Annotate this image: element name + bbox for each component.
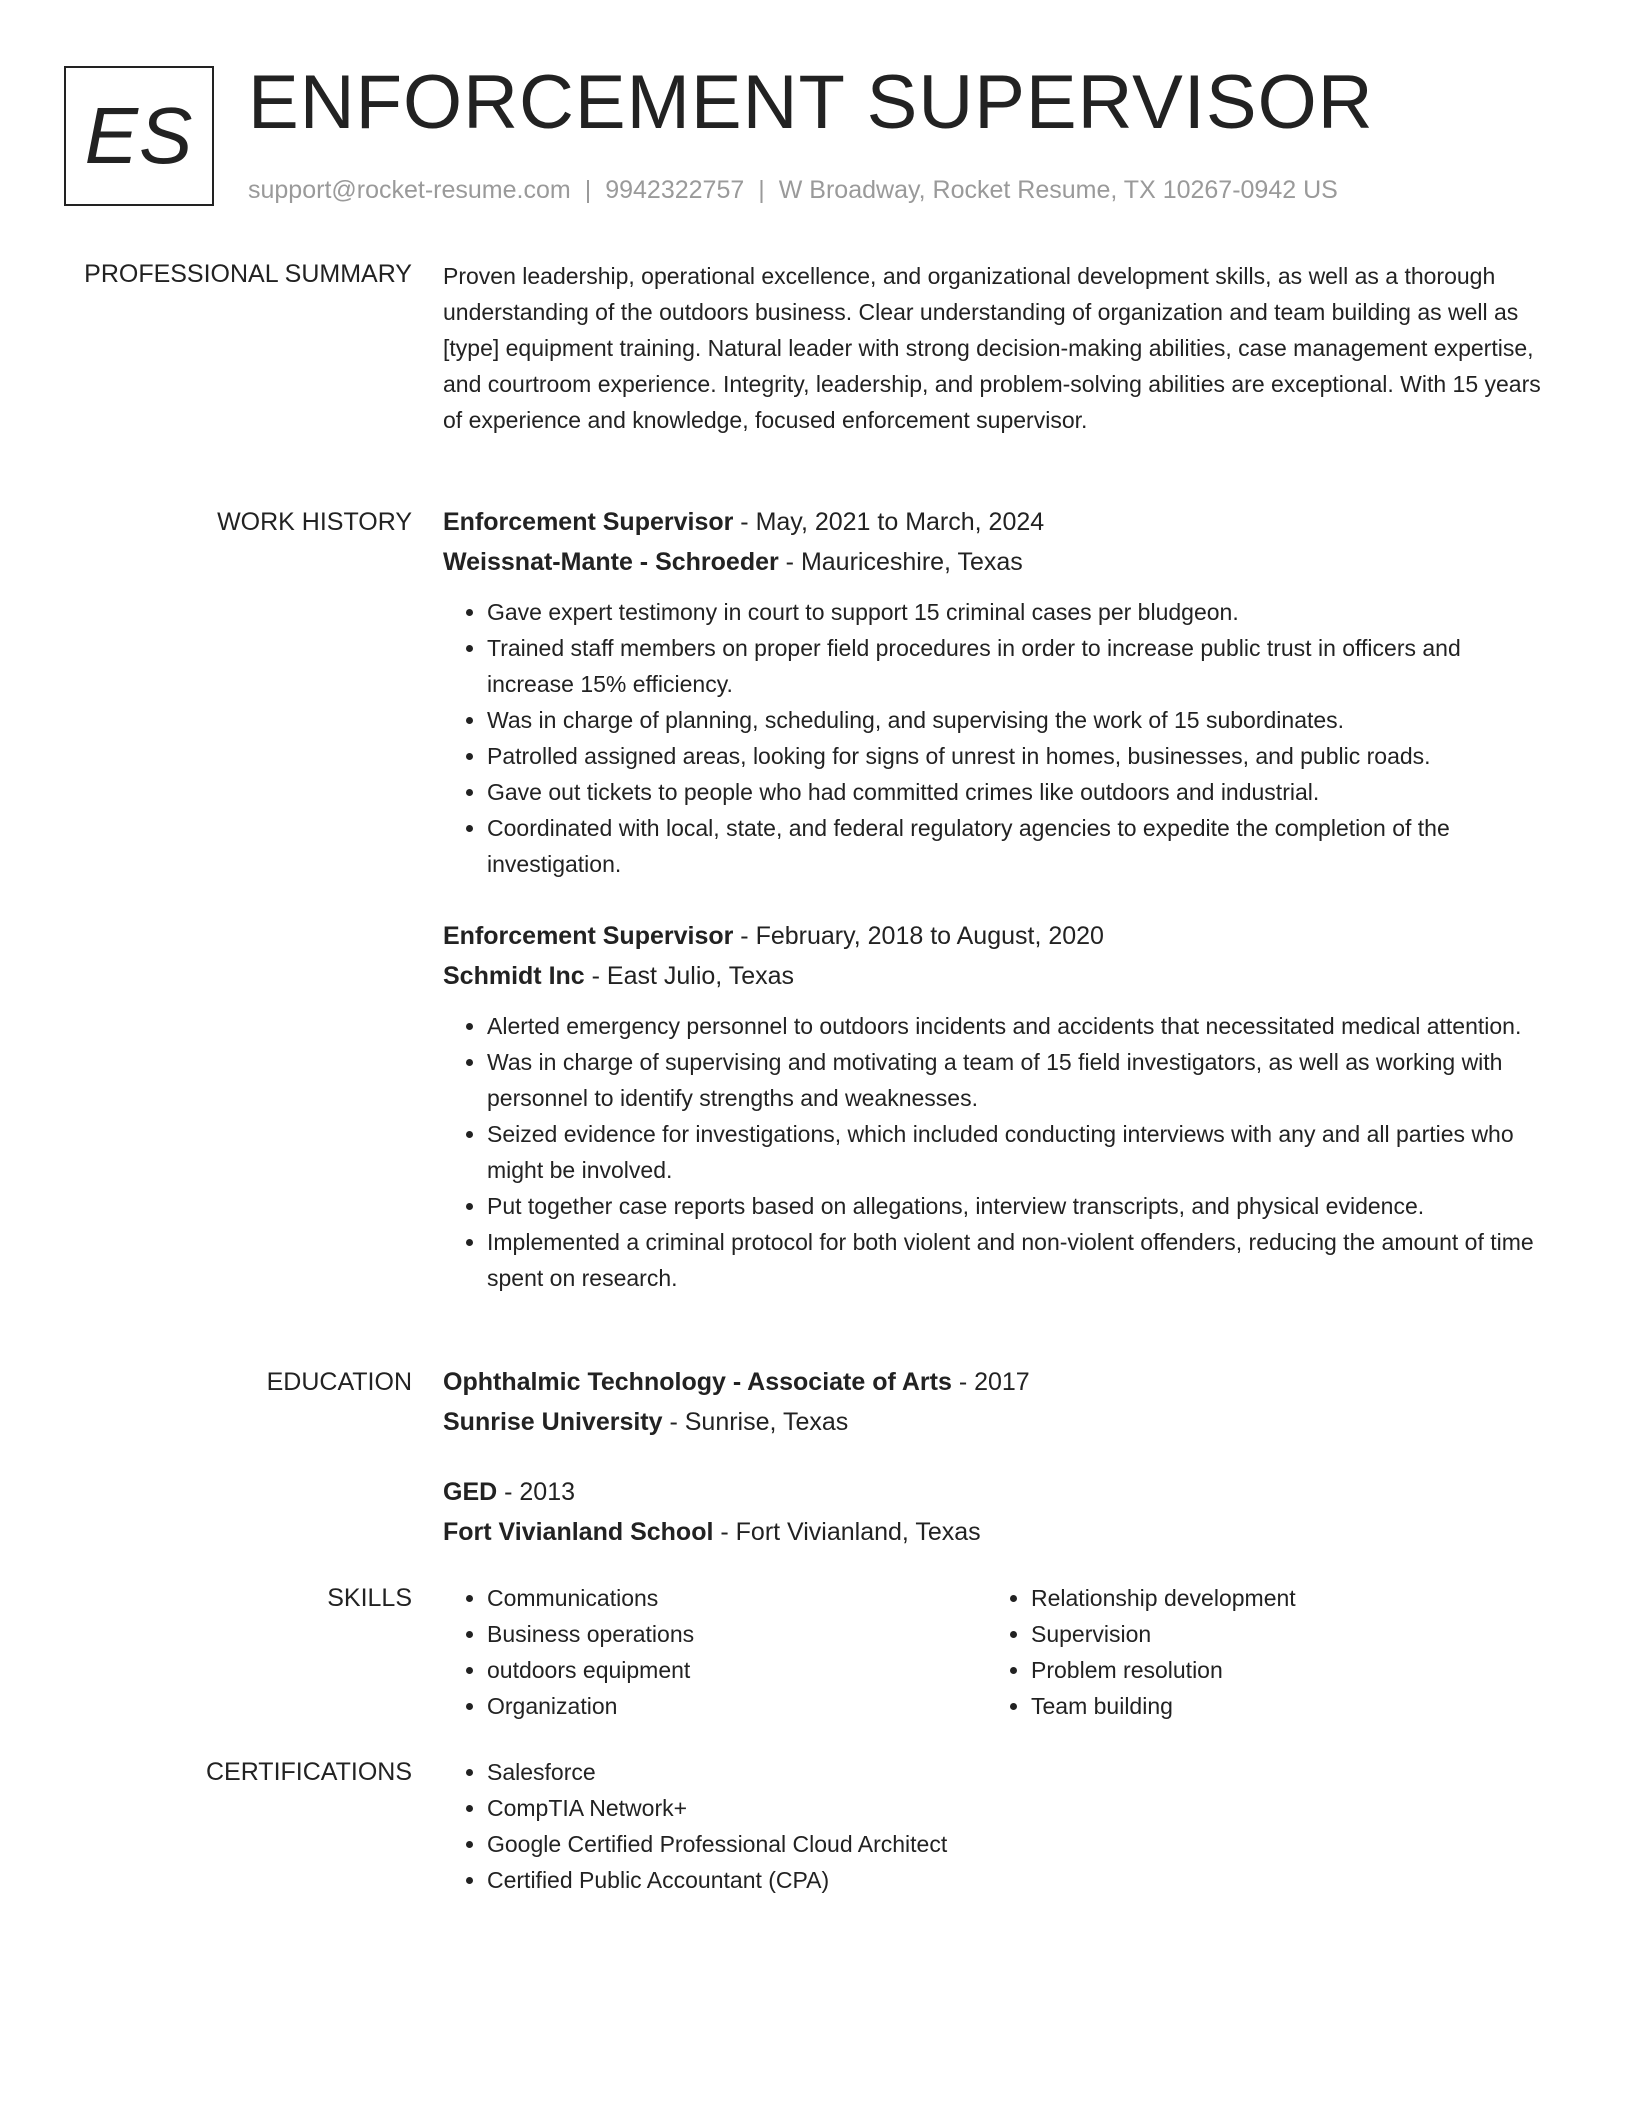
- job-company: Weissnat-Mante - Schroeder: [443, 548, 779, 576]
- education-year: - 2013: [497, 1478, 576, 1506]
- certification-item: • Google Certified Professional Cloud Architect: [487, 1826, 1553, 1862]
- list-item: • Put together case reports based on allegations, interview transcripts, and physical evidence.: [487, 1188, 1553, 1224]
- education-entry: [443, 1472, 1553, 1552]
- job-dates: - February, 2018 to August, 2020: [733, 922, 1104, 950]
- list-item: • Gave expert testimony in court to support 15 criminal cases per bludgeon.: [487, 594, 1553, 630]
- job-entry: [443, 502, 1553, 882]
- education-location: - Fort Vivianland, Texas: [713, 1518, 981, 1546]
- job-entry: [443, 916, 1553, 1296]
- section-label-summary: PROFESSIONAL SUMMARY: [84, 260, 412, 288]
- skills-list: [987, 1580, 1531, 1724]
- education-school-line: [443, 1512, 1553, 1552]
- contact-email: support@rocket-resume.com: [248, 176, 571, 204]
- education-school: Fort Vivianland School: [443, 1518, 714, 1546]
- list-item: • Trained staff members on proper field procedures in order to increase public trust in officers and increase 15% efficiency.: [487, 630, 1553, 702]
- skills-column-right: [987, 1580, 1531, 1724]
- education-year: - 2017: [951, 1368, 1030, 1396]
- education-degree-line: [443, 1362, 1553, 1402]
- summary-text: Proven leadership, operational excellence, and organizational development skills, as well as a thorough understanding of the outdoors business. Clear understanding of organization and team building as well as [type] equipment training. Natural leader with strong decision-making abilities, case management expertise, and courtroom experience. Integrity, leadership, and problem-solving abilities are exceptional. With 15 years of experience and knowledge, focused enforcement supervisor.: [443, 263, 1541, 433]
- education-entry: [443, 1362, 1553, 1442]
- list-item: • Gave out tickets to people who had committed crimes like outdoors and industrial.: [487, 774, 1553, 810]
- section-label-work-history: WORK HISTORY: [217, 508, 412, 536]
- summary-section: [443, 258, 1553, 438]
- list-item: • Alerted emergency personnel to outdoors incidents and accidents that necessitated medical attention.: [487, 1008, 1553, 1044]
- certifications-list: [443, 1754, 1553, 1898]
- skill-item: • Team building: [1031, 1688, 1531, 1724]
- resume-name: ENFORCEMENT SUPERVISOR: [248, 60, 1374, 145]
- job-title: Enforcement Supervisor: [443, 922, 734, 950]
- education-school-line: [443, 1402, 1553, 1442]
- skill-item: • outdoors equipment: [487, 1652, 987, 1688]
- certification-item: • CompTIA Network+: [487, 1790, 1553, 1826]
- skill-item: • Problem resolution: [1031, 1652, 1531, 1688]
- job-location: - East Julio, Texas: [584, 962, 795, 990]
- list-item: • Patrolled assigned areas, looking for signs of unrest in homes, businesses, and public roads.: [487, 738, 1553, 774]
- section-label-skills: SKILLS: [327, 1584, 412, 1612]
- job-company-line: [443, 956, 1553, 996]
- list-item: • Was in charge of planning, scheduling, and supervising the work of 15 subordinates.: [487, 702, 1553, 738]
- skill-item: • Business operations: [487, 1616, 987, 1652]
- job-location: - Mauriceshire, Texas: [778, 548, 1023, 576]
- education-location: - Sunrise, Texas: [662, 1408, 849, 1436]
- job-dates: - May, 2021 to March, 2024: [733, 508, 1045, 536]
- certification-item: • Certified Public Accountant (CPA): [487, 1862, 1553, 1898]
- skill-item: • Relationship development: [1031, 1580, 1531, 1616]
- contact-separator: |: [758, 176, 765, 204]
- certifications-section: [443, 1754, 1553, 1898]
- education-section: [443, 1362, 1553, 1582]
- education-degree-line: [443, 1472, 1553, 1512]
- skills-grid: [443, 1580, 1553, 1724]
- job-company: Schmidt Inc: [443, 962, 585, 990]
- contact-address: W Broadway, Rocket Resume, TX 10267-0942 US: [778, 176, 1338, 204]
- education-school: Sunrise University: [443, 1408, 663, 1436]
- job-title-line: [443, 916, 1553, 956]
- contact-separator: |: [584, 176, 592, 204]
- skills-list: [443, 1580, 987, 1724]
- monogram-initials: ES: [84, 91, 194, 180]
- job-company-line: [443, 542, 1553, 582]
- skill-item: • Organization: [487, 1688, 987, 1724]
- list-item: • Was in charge of supervising and motivating a team of 15 field investigators, as well as working with personnel to identify strengths and weaknesses.: [487, 1044, 1553, 1116]
- skills-section: [443, 1580, 1553, 1724]
- job-title-line: [443, 502, 1553, 542]
- list-item: • Coordinated with local, state, and federal regulatory agencies to expedite the completion of the investigation.: [487, 810, 1553, 882]
- job-title: Enforcement Supervisor: [443, 508, 734, 536]
- work-history-section: [443, 502, 1553, 1330]
- monogram-box: [64, 66, 214, 206]
- skill-item: • Supervision: [1031, 1616, 1531, 1652]
- education-degree: Ophthalmic Technology - Associate of Arts: [443, 1368, 952, 1396]
- job-bullets: [443, 1008, 1553, 1296]
- skill-item: • Communications: [487, 1580, 987, 1616]
- contact-line: [248, 174, 1338, 206]
- certification-item: • Salesforce: [487, 1754, 1553, 1790]
- job-bullets: [443, 594, 1553, 882]
- section-label-certifications: CERTIFICATIONS: [205, 1758, 412, 1786]
- section-label-education: EDUCATION: [266, 1368, 412, 1396]
- list-item: • Seized evidence for investigations, which included conducting interviews with any and all parties who might be involved.: [487, 1116, 1553, 1188]
- skills-column-left: [443, 1580, 987, 1724]
- list-item: • Implemented a criminal protocol for both violent and non-violent offenders, reducing the amount of time spent on research.: [487, 1224, 1553, 1296]
- education-degree: GED: [443, 1478, 498, 1506]
- contact-phone: 9942322757: [605, 176, 745, 204]
